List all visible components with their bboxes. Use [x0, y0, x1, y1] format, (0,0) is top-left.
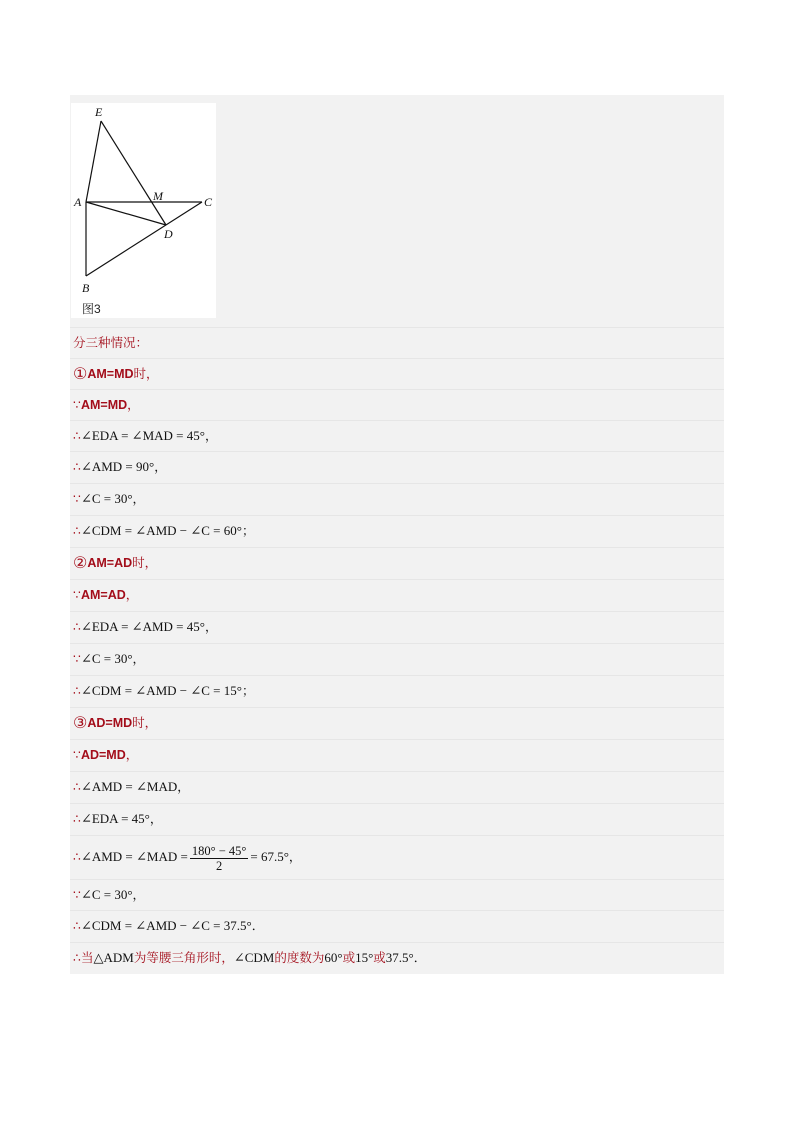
triangle-diagram [71, 103, 216, 318]
case3-step5: ∴∠CDM = ∠AMD − ∠C = 37.5°． [70, 910, 724, 941]
conclusion-line: ∴当△ADM为等腰三角形时，∠CDM的度数为60°或15°或37.5°． [70, 942, 724, 973]
segment-ae [86, 121, 101, 202]
case2-since: ∵AM=AD， [70, 579, 724, 610]
case3-step3: ∴∠AMD = ∠MAD = $\frac{180^\circ - 45^\circ}{2}$ = 67.5°， [70, 835, 724, 879]
case3-step1: ∴∠AMD = ∠MAD， [70, 771, 724, 802]
case1-step3: ∵∠C = 30°， [70, 483, 724, 514]
label-d: D [164, 227, 173, 241]
case1-step4: ∴∠CDM = ∠AMD − ∠C = 60°； [70, 515, 724, 546]
label-b: B [82, 281, 90, 295]
label-m: M [153, 189, 163, 203]
case3-heading: ③AD=MD时， [70, 707, 724, 738]
case1-step1: ∴∠EDA = ∠MAD = 45°， [70, 420, 724, 451]
case3-step4: ∵∠C = 30°， [70, 879, 724, 910]
segment-bc [86, 202, 202, 276]
label-e: E [95, 105, 103, 119]
geometry-figure [71, 103, 216, 318]
case1-since: ∵AM=MD， [70, 389, 724, 420]
case2-heading: ②AM=AD时， [70, 547, 724, 578]
label-c: C [204, 195, 213, 209]
fraction: $\frac{180^\circ - 45^\circ}{2}$ [191, 843, 247, 873]
case2-step1: ∴∠EDA = ∠AMD = 45°， [70, 611, 724, 642]
case3-step2: ∴∠EDA = 45°， [70, 803, 724, 834]
label-a: A [74, 195, 82, 209]
case3-since: ∵AD=MD， [70, 739, 724, 770]
case1-step2: ∴∠AMD = 90°， [70, 451, 724, 482]
case1-heading: ①AM=MD时， [70, 358, 724, 389]
solution-panel [70, 95, 724, 974]
intro-line: 分三种情况： [70, 327, 724, 358]
figure-caption: 图3 [82, 302, 101, 316]
case2-step3: ∴∠CDM = ∠AMD − ∠C = 15°； [70, 675, 724, 706]
case2-step2: ∵∠C = 30°， [70, 643, 724, 674]
